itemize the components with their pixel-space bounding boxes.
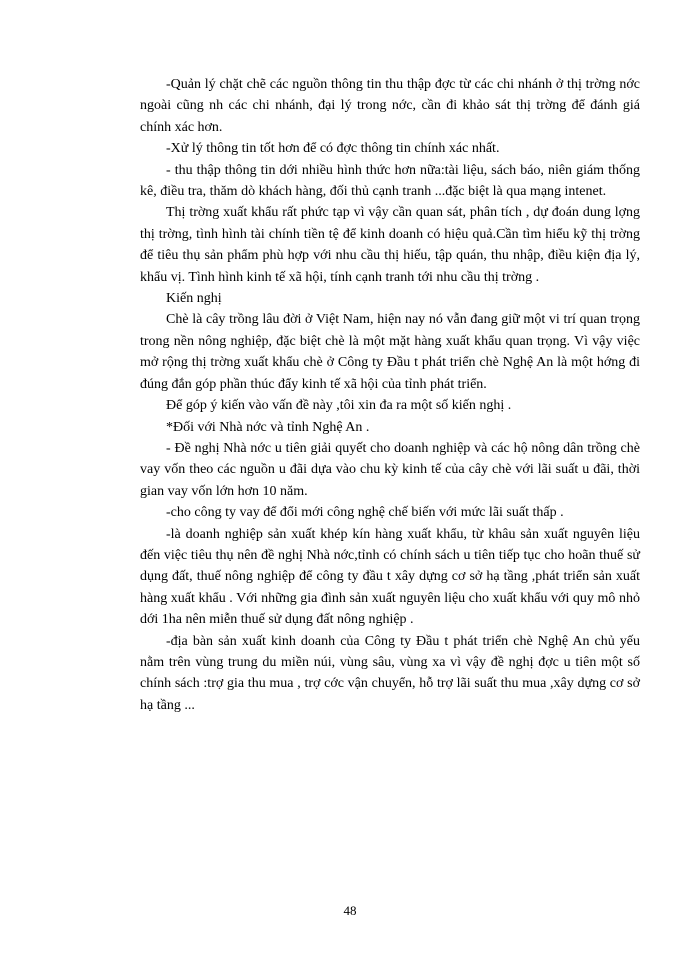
paragraph: *Đối với Nhà nớc và tỉnh Nghệ An . <box>166 419 370 435</box>
paragraph: -cho công ty vay để đổi mới công nghệ chế biến với mức lãi suất thấp . <box>166 505 564 521</box>
paragraph: -địa bàn sản xuất kinh doanh của Công ty Đầu t phát triển chè Nghệ An chủ yếu nằm trên vùng trung du miền núi, vùng sâu, vùng xa vì vậy đề nghị đợc u tiên một số chính sách :trợ gia thu mua , trợ cớc vận chuyển, hỗ trợ lãi suất thu mua ,xây dựng cơ sở hạ tầng ... <box>140 633 640 713</box>
paragraph: -Quản lý chặt chẽ các nguồn thông tin thu thập đợc từ các chi nhánh ở thị trờng nớc ngoài cũng nh các chi nhánh, đại lý trong nớc, cần đi khảo sát thị trờng để đánh giá chính xác hơn. <box>140 77 640 135</box>
paragraph: - Đề nghị Nhà nớc u tiên giải quyết cho doanh nghiệp và các hộ nông dân trồng chè vay vốn theo các nguồn u đãi dựa vào chu kỳ kinh tế của cây chè với lãi suất u đãi, thời gian vay vốn lớn hơn 10 năm. <box>140 440 640 499</box>
paragraph: - thu thập thông tin dới nhiều hình thức hơn nữa:tài liệu, sách báo, niên giám thống kê, điều tra, thăm dò khách hàng, đối thủ cạnh tranh ...đặc biệt là qua mạng intenet. <box>140 162 640 200</box>
paragraph: -là doanh nghiệp sản xuất khép kín hàng xuất khẩu, từ khâu sản xuất nguyên liệu đến việc tiêu thụ nên đề nghị Nhà nớc,tỉnh có chính sách u tiên tiếp tục cho hoãn thuế sử dụng đất, thuế nông nghiệp để công ty đầu t xây dựng cơ sở hạ tầng ,phát triển sản xuất hàng xuất khẩu . Với những gia đình sản xuất nguyên liệu cho xuất khẩu với quy mô nhỏ dới 1ha nên miễn thuế sử dụng đất nông nghiệp . <box>140 526 640 628</box>
paragraph: Chè là cây trồng lâu đời ở Việt Nam, hiện nay nó vẫn đang giữ một vi trí quan trọng trong nền nông nghiệp, đặc biệt chè là một mặt hàng xuất khẩu quan trọng. Vì vậy việc mở rộng thị trờng xuất khẩu chè ở Công ty Đầu t phát triển chè Nghệ An là một hớng đi đúng đắn góp phần thúc đẩy kinh tế xã hội của tỉnh phát triển. <box>140 312 640 392</box>
section-heading: Kiến nghị <box>166 291 222 307</box>
paragraph: -Xử lý thông tin tốt hơn để có đợc thông tin chính xác nhất. <box>166 141 500 157</box>
paragraph: Thị trờng xuất khẩu rất phức tạp vì vậy cần quan sát, phân tích , dự đoán dung lợng thị trờng, tình hình tài chính tiền tệ để kinh doanh có hiệu quả.Cần tìm hiểu kỹ thị trờng để tiêu thụ sản phẩm phù hợp với nhu cầu thị hiếu, tập quán, thu nhập, điều kiện địa lý, khẩu vị. Tình hình kinh tế xã hội, tính cạnh tranh tới nhu cầu thị trờng . <box>140 205 640 285</box>
document-body <box>140 74 640 716</box>
page-number: 48 <box>343 903 357 918</box>
paragraph: Để góp ý kiến vào vấn đề này ,tôi xin đa ra một số kiến nghị . <box>166 398 512 414</box>
